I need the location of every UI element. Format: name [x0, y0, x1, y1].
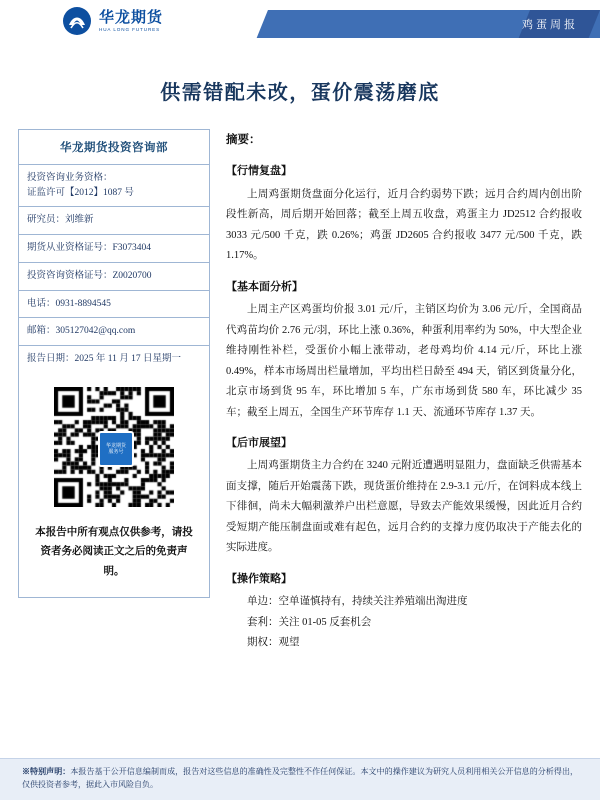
info-value: 证监许可【2012】1087 号 — [27, 187, 134, 198]
info-label: 电话：0931-8894545 — [27, 298, 111, 309]
info-row-phone — [19, 291, 209, 319]
logo-text-en: HUA LONG FUTURES — [99, 27, 161, 33]
info-row-consulting-number — [19, 263, 209, 291]
info-row-practice-number — [19, 235, 209, 263]
footer-text: 本报告基于公开信息编制而成，报告对这些信息的准确性及完整性不作任何保证。本文中的操作建议为研究人员利用相关公开信息的分析得出，仅供投资者参考，据此入市风险自负。 — [22, 766, 578, 790]
section-heading: 【操作策略】 — [226, 572, 292, 585]
section-outlook — [226, 433, 582, 559]
strategy-line-unilateral: 单边：空单谨慎持有，持续关注养殖端出淘进度 — [247, 596, 468, 608]
section-heading: 【后市展望】 — [226, 436, 292, 449]
info-card-title: 华龙期货投资咨询部 — [19, 130, 209, 165]
section-paragraph: 上周鸡蛋期货盘面分化运行，近月合约弱势下跌；远月合约周内创出阶段性新高，周后期开始回落；截至上周五收盘，鸡蛋主力 JD2512 合约报收 3033 元/500 千克，跌 0.26%；鸡蛋 JD2605 合约报收 3477 元/500 千克，跌 1.17%。 — [226, 188, 582, 262]
info-label: 研究员：刘维新 — [27, 215, 94, 226]
section-heading: 【基本面分析】 — [226, 280, 303, 293]
content-area — [0, 129, 600, 654]
qr-area — [19, 373, 209, 513]
info-label: 投资咨询业务资格： — [27, 173, 113, 183]
article-column — [226, 129, 582, 654]
section-strategy — [226, 569, 582, 654]
qr-center-logo: 华龙期货 服务号 — [98, 431, 134, 467]
logo-text-cn: 华龙期货 — [99, 8, 164, 26]
logo-mark-icon — [62, 6, 92, 36]
strategy-line-options: 期权：观望 — [247, 637, 300, 649]
summary-heading: 摘要： — [226, 134, 261, 146]
section-paragraph: 上周主产区鸡蛋均价报 3.01 元/斤，主销区均价为 3.06 元/斤，全国商品代鸡苗均价 2.76 元/羽，环比上涨 0.36%，种蛋利用率约为 50%，中大型企业维持刚性补栏，受蛋价小幅上涨带动，老母鸡均价 4.14 元/斤，环比上涨 0.49%，样本市场周出栏量增加，平均出栏日龄至 494 天，销区到货量分化，北京市场到货 95 车，环比增加 5 车，广东市场到货 580 车，环比减少 35 车；截至上周五，全国生产环节库存 1.1 天、流通环节库存 1.37 天。 — [226, 304, 582, 418]
header-report-type: 鸡蛋周报 — [522, 19, 578, 31]
info-label: 投资咨询资格证号：Z0020700 — [27, 270, 152, 281]
info-row-qualification — [19, 165, 209, 207]
info-label: 期货从业资格证号：F3073404 — [27, 243, 152, 254]
section-paragraph: 上周鸡蛋期货主力合约在 3240 元附近遭遇明显阻力，盘面缺乏供需基本面支撑，随后开始震荡下跌，现货蛋价维持在 2.9-3.1 元/斤，在饲料成本线上下徘徊，尚未大幅刺激养户出栏意愿，导致去产能效果缓慢，因此近月合约受短期产能压制盘面或难有起色，远月合约的支撑力度仍取决于产能去化的实际进度。 — [226, 460, 582, 554]
info-label: 报告日期：2025 年 11 月 17 日星期一 — [27, 354, 182, 365]
strategy-line-arbitrage: 套利：关注 01-05 反套机会 — [247, 616, 372, 628]
section-market-review — [226, 161, 582, 266]
info-row-researcher — [19, 207, 209, 235]
info-label: 邮箱：305127042@qq.com — [27, 326, 136, 337]
section-heading: 【行情复盘】 — [226, 165, 292, 178]
qr-code[interactable] — [54, 387, 174, 507]
info-card — [18, 129, 210, 598]
company-logo — [62, 6, 163, 36]
info-row-date — [19, 346, 209, 373]
card-disclaimer: 本报告中所有观点仅供参考，请投资者务必阅读正文之后的免责声明。 — [35, 526, 193, 577]
left-column — [18, 129, 210, 654]
page-footer — [0, 758, 600, 800]
section-fundamentals — [226, 277, 582, 423]
footer-star-label: ※特别声明： — [22, 766, 71, 776]
page-header — [0, 0, 600, 46]
info-row-email — [19, 318, 209, 346]
page-title: 供需错配未改，蛋价震荡磨底 — [160, 82, 440, 104]
